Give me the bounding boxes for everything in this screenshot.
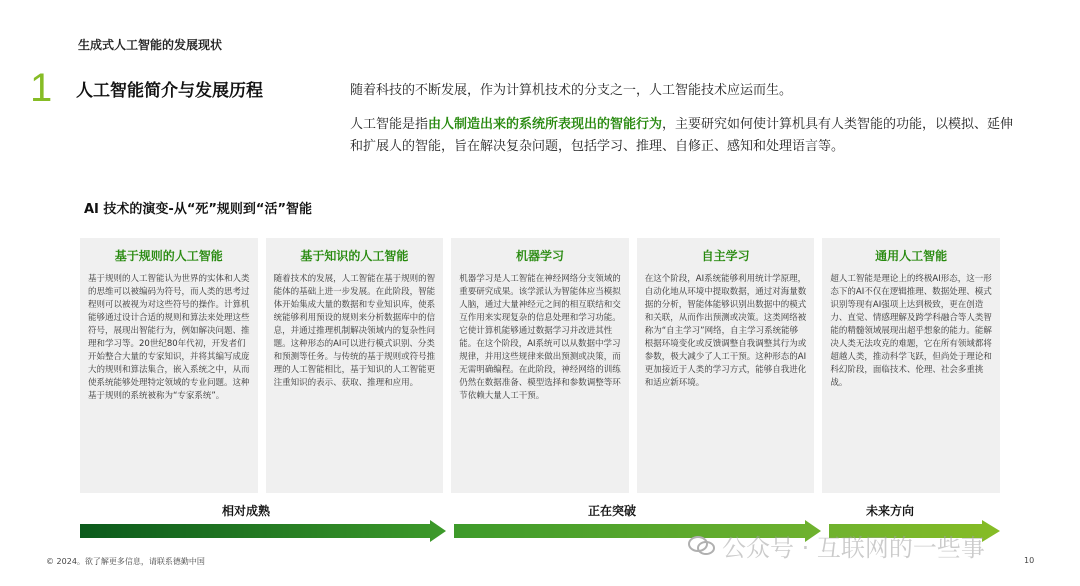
card-rule-based-ai [80,238,258,493]
card-body: 超人工智能是理论上的终极AI形态，这一形态下的AI不仅在逻辑推理、数据处理、模式识别等现有AI强项上达到极致，更在创造力、直觉、情感理解及跨学科融合等人类智能的精髓领域展现出超乎想象的能力。能解决人类无法攻克的难题，它在所有领域都将超越人类，推动科学飞跃，但尚处于理论和科幻阶段，面临技术、伦理、社会多重挑战。 [830,274,992,388]
card-title: 通用人工智能 [875,249,948,263]
intro-suffix: ，主要研究如何使计算机具有人类智能的功能，以模拟、延伸和扩展人的智能，旨在解决复杂问题，包括学习、推理、自修正、感知和处理语言等。 [350,117,1014,154]
card-autonomous-learning [637,238,815,493]
intro-prefix: 人工智能是指 [350,117,429,132]
card-body: 基于规则的人工智能认为世界的实体和人类的思维可以被编码为符号，而人类的思考过程则可以被视为对这些符号的操作。计算机能够通过设计合适的规则和算法来处理这些符号，展现出智能行为，例如解决问题、推理和学习等。20世纪80年代初，开发者们开始整合大量的专家知识，并将其编写成庞大的规则和算法集合，嵌入系统之中，从而使系统能够处理特定领域的专业问题。这种基于规则的系统被称为“专家系统”。 [88,274,250,401]
section-title: 人工智能简介与发展历程 [76,81,263,101]
intro-paragraph-1: 随着科技的不断发展，作为计算机技术的分支之一，人工智能技术应运而生。 [350,83,793,98]
card-title: 基于规则的人工智能 [114,249,223,263]
watermark-text: 公众号 · 互联网的一些事 [722,534,985,562]
card-machine-learning [451,238,629,493]
section-number: 1 [30,66,53,110]
stage-label-breakthrough: 正在突破 [588,504,637,518]
card-body: 随着技术的发展，人工智能在基于规则的智能体的基础上进一步发展。在此阶段，智能体开始集成大量的数据和专业知识库，使系统能够利用预设的规则来分析数据库中的信息，并通过推理机制解决领域内的复杂性问题。这种形态的AI可以进行模式识别、分类和预测等任务。与传统的基于规则或符号推理的人工智能相比，基于知识的人工智能更注重知识的表示、获取、推理和应用。 [273,274,436,388]
card-knowledge-based-ai [266,238,444,493]
intro-text [350,80,1020,170]
card-title: 自主学习 [701,249,750,263]
card-title: 机器学习 [515,249,564,263]
arrow-mature [80,520,446,542]
stage-label-mature: 相对成熟 [222,504,271,518]
evolution-heading: AI 技术的演变-从“死”规则到“活”智能 [84,202,312,217]
page-number: 10 [1024,556,1035,565]
card-body: 机器学习是人工智能在神经网络分支领域的重要研究成果。该学派认为智能体应当模拟人脑，通过大量神经元之间的相互联结和交互作用来实现复杂的信息处理和学习功能。它使计算机能够通过数据学习并改进其性能。在这个阶段，AI系统可以从数据中学习规律，并用这些规律来做出预测或决策，而无需明确编程。在此阶段，神经网络的训练仍然在数据准备、模型选择和参数调整等环节依赖大量人工干预。 [459,274,621,401]
intro-highlight: 由人制造出来的系统所表现出的智能行为 [428,117,663,132]
card-body: 在这个阶段，AI系统能够利用统计学原理，自动化地从环境中提取数据，通过对海量数据的分析，智能体能够识别出数据中的模式和关联，从而作出预测或决策。这类网络被称为“自主学习”网络，自主学习系统能够根据环境变化或反馈调整自我调整其行为或参数，极大减少了人工干预。这种形态的AI更加接近于人类的学习方式，能够自我进化和适应新环境。 [644,274,807,388]
card-general-ai [822,238,1000,493]
evolution-cards [80,238,1000,493]
footer-copyright: © 2024。欲了解更多信息，请联系德勤中国 [46,557,205,566]
header-kicker: 生成式人工智能的发展现状 [78,38,223,52]
intro-paragraph-2 [350,114,1020,158]
wechat-icon [688,535,716,557]
card-title: 基于知识的人工智能 [300,249,409,263]
stage-label-future: 未来方向 [866,504,915,518]
watermark [688,528,985,563]
